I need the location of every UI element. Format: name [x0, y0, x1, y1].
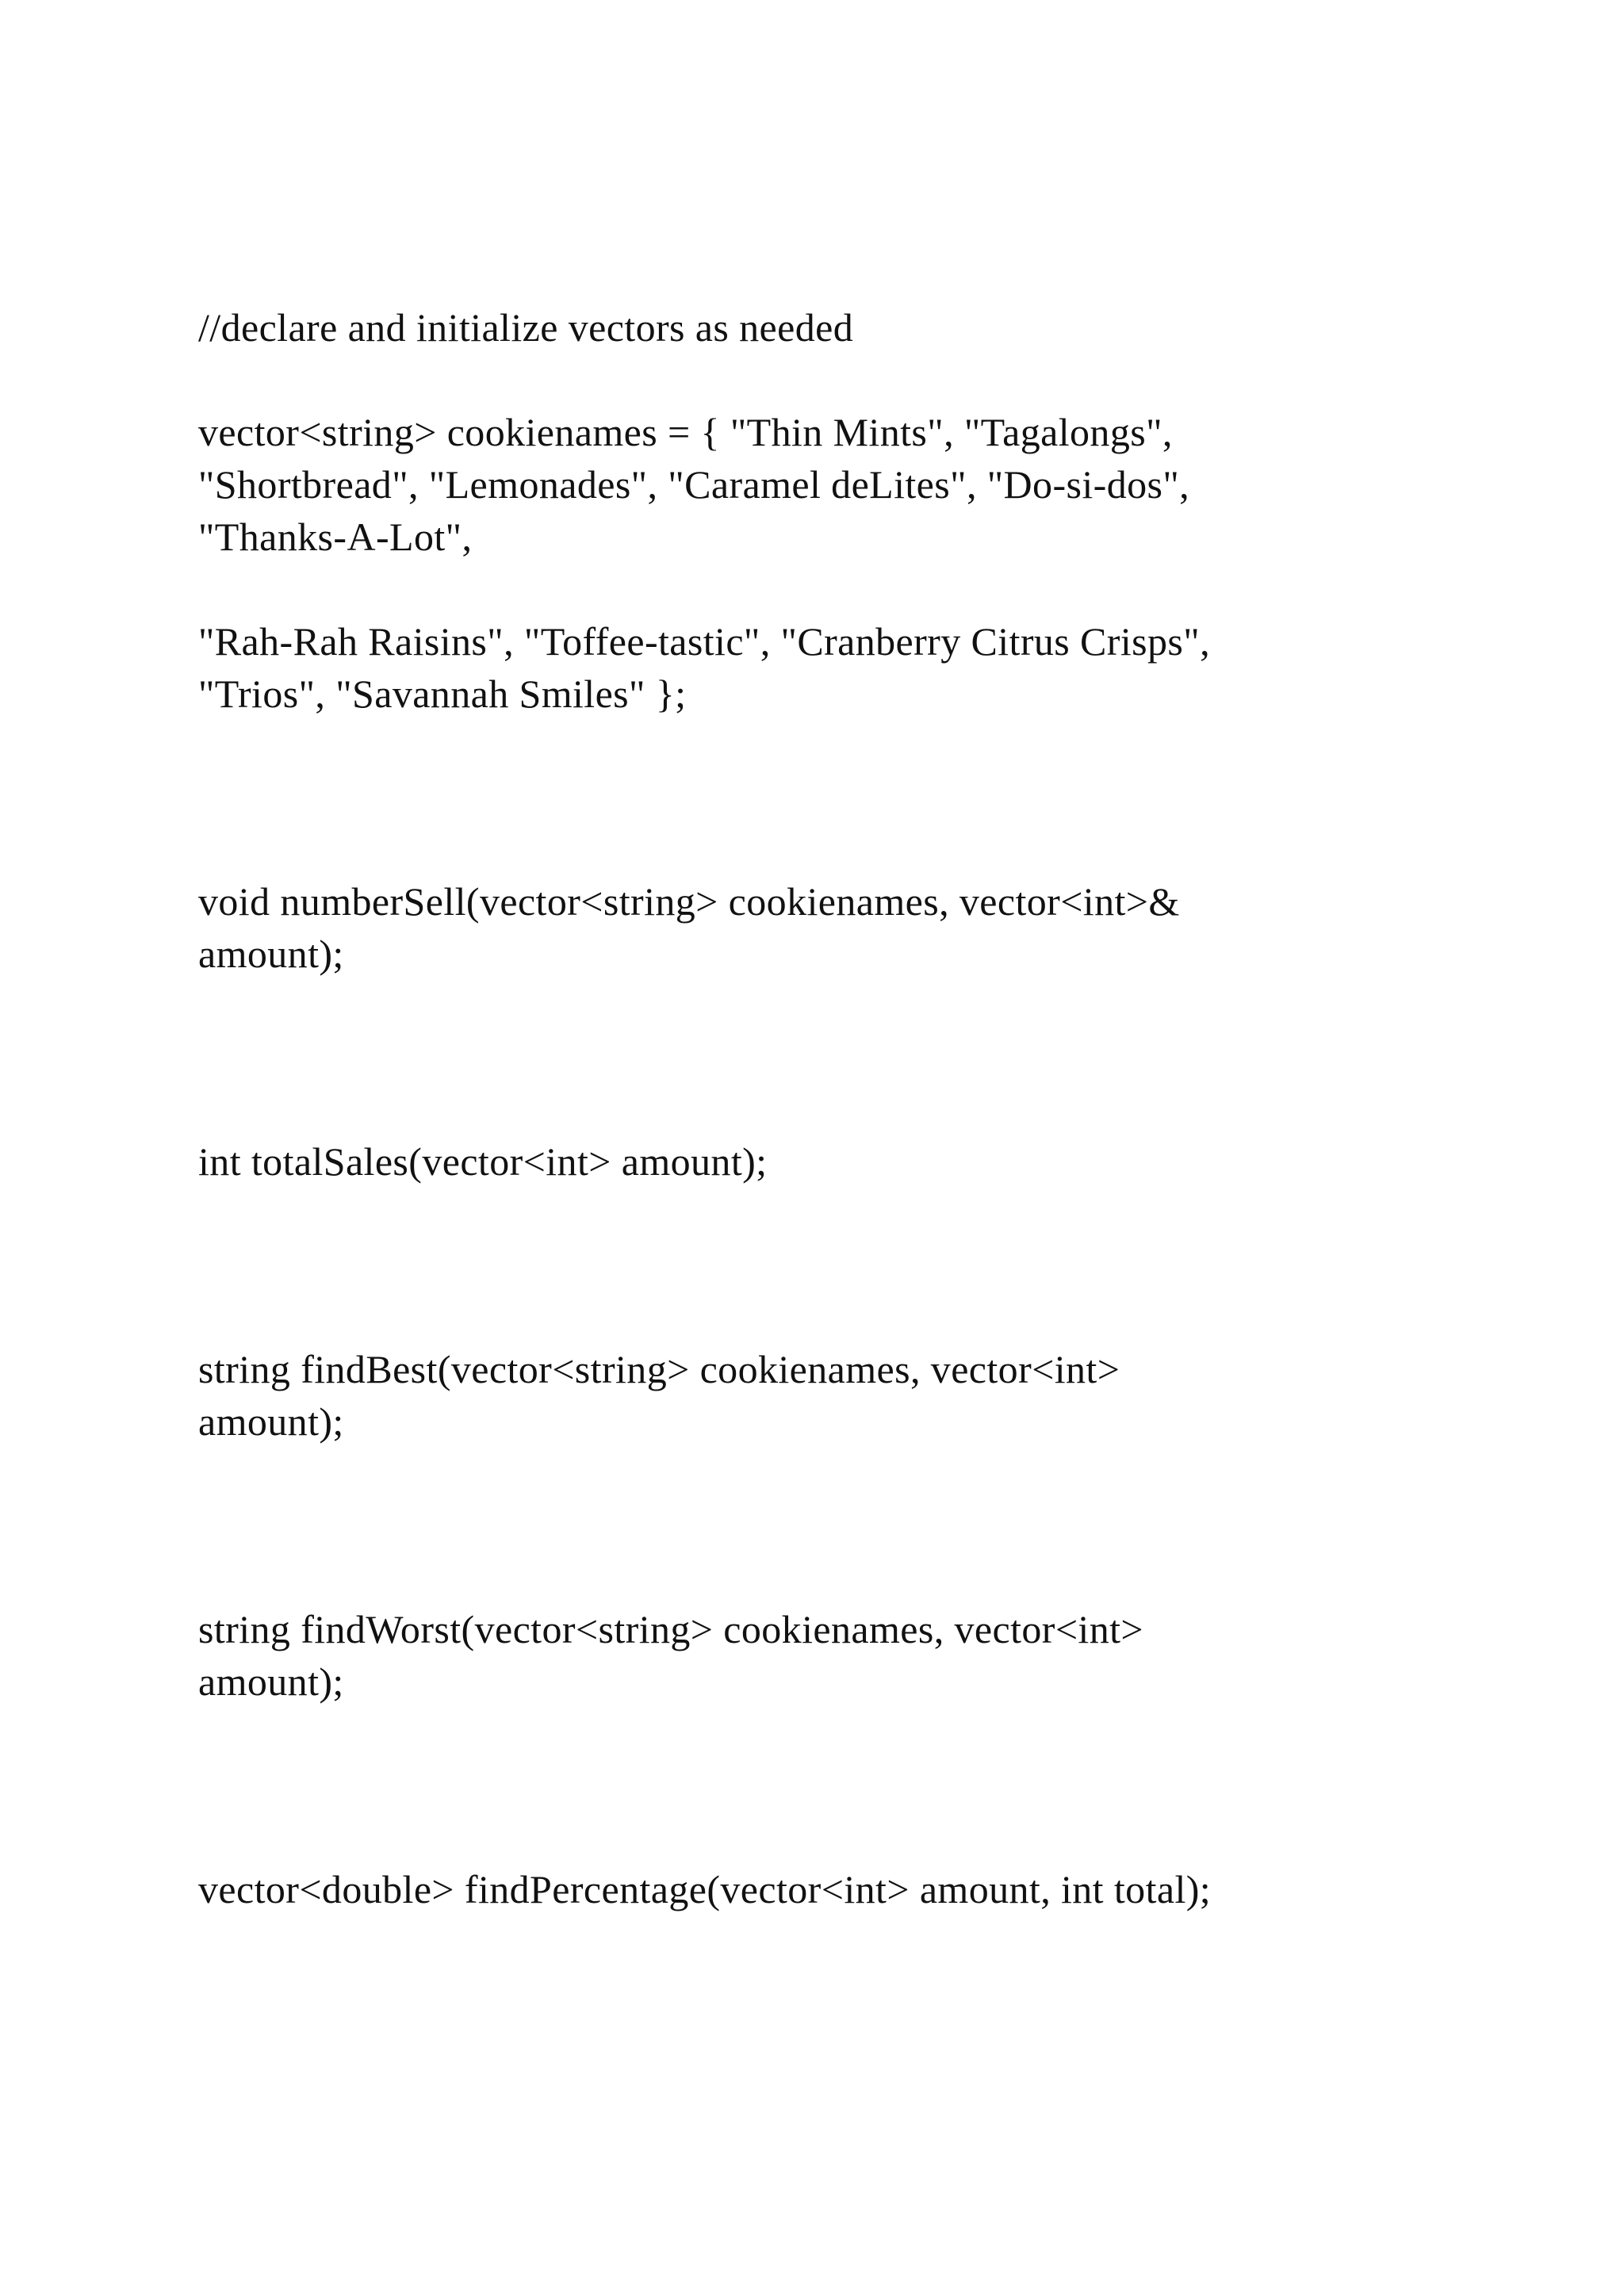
total-sales-prototype: int totalSales(vector<int> amount);: [198, 1139, 768, 1184]
find-worst-prototype-line-2: amount);: [198, 1659, 344, 1704]
find-best-prototype-line-2: amount);: [198, 1399, 344, 1444]
code-comment: //declare and initialize vectors as needed: [198, 305, 854, 350]
vector-declaration-continued-line-2: "Trios", "Savannah Smiles" };: [198, 672, 687, 716]
vector-declaration-line-1: vector<string> cookienames = { "Thin Mints", "Tagalongs",: [198, 410, 1173, 454]
find-worst-prototype-line-1: string findWorst(vector<string> cookienames, vector<int>: [198, 1607, 1144, 1651]
number-sell-prototype-line-2: amount);: [198, 932, 344, 976]
vector-declaration-continued-line-1: "Rah-Rah Raisins", "Toffee-tastic", "Cranberry Citrus Crisps",: [198, 619, 1210, 664]
vector-declaration-line-2: "Shortbread", "Lemonades", "Caramel deLites", "Do-si-dos",: [198, 462, 1190, 507]
vector-declaration-line-3: "Thanks-A-Lot",: [198, 515, 473, 559]
find-best-prototype-line-1: string findBest(vector<string> cookienames, vector<int>: [198, 1347, 1120, 1391]
number-sell-prototype-line-1: void numberSell(vector<string> cookienames, vector<int>&: [198, 879, 1180, 924]
find-percentage-prototype: vector<double> findPercentage(vector<int> amount, int total);: [198, 1867, 1212, 1911]
